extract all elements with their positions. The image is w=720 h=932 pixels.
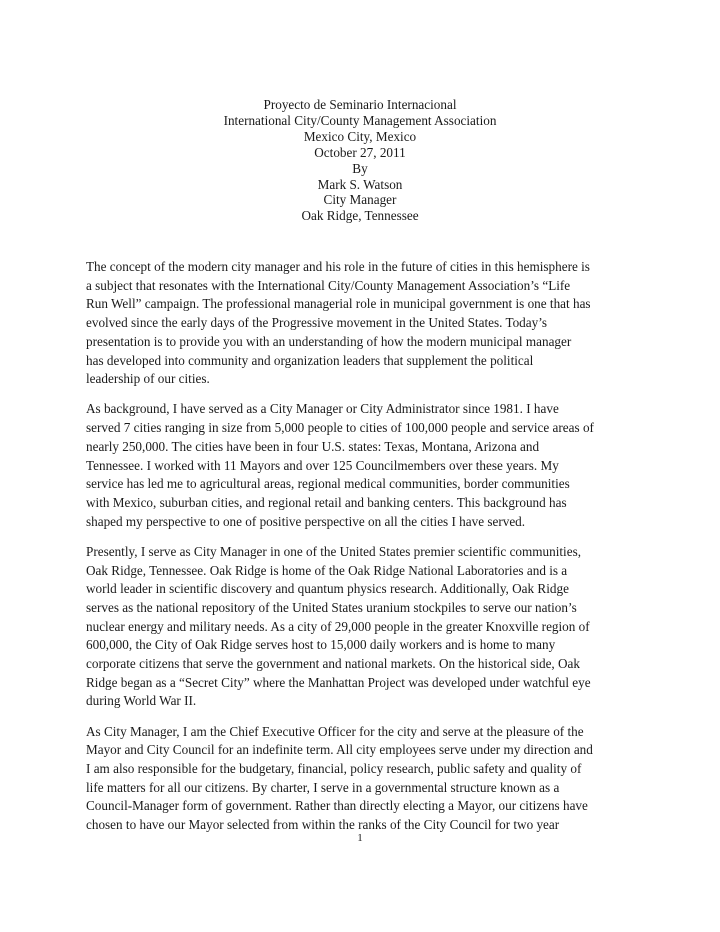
paragraph-background: As background, I have served as a City Manager or City Administrator since 1981. I have served 7 cities ranging in size from 5,000 people to cities of 100,000 people and service areas of nearly 250,000. The cities have been in four U.S. states: Texas, Montana, Arizona and Tennessee. I worked with 11 Mayors and over 125 Councilmembers over these years. My service has led me to agricultural areas, regional medical communities, border communities with Mexico, suburban cities, and regional retail and banking centers. This background has shaped my perspective to one of positive perspective on all the cities I have served.: [86, 401, 594, 529]
paragraph-introduction: The concept of the modern city manager and his role in the future of cities in this hemisphere is a subject that resonates with the International City/County Management Association’s “Life Run Well” campaign. The professional managerial role in municipal government is one that has evolved since the early days of the Progressive movement in the United States. Today’s presentation is to provide you with an understanding of how the modern municipal manager has developed into community and organization leaders that supplement the political leadership of our cities.: [86, 259, 591, 387]
title-line-by: By: [352, 160, 368, 176]
title-line-seminar: Proyecto de Seminario Internacional: [263, 97, 457, 112]
body-text: [86, 258, 646, 846]
paragraph-city-manager-role: As City Manager, I am the Chief Executive Officer for the city and serve at the pleasure of the Mayor and City Council for an indefinite term. All city employees serve under my direction and I am also responsible for the budgetary, financial, policy research, public safety and quality of life matters for all our citizens. By charter, I serve in a governmental structure known as a Council-Manager form of government. Rather than directly electing a Mayor, our citizens have chosen to have our Mayor selected from within the ranks of the City Council for two year: [86, 723, 593, 833]
title-line-author: Mark S. Watson: [317, 176, 403, 192]
title-line-date: October 27, 2011: [314, 144, 406, 160]
paragraph-oak-ridge: Presently, I serve as City Manager in one of the United States premier scientific communities, Oak Ridge, Tennessee. Oak Ridge is home of the Oak Ridge National Laboratories and is a world leader in scientific discovery and quantum physics research. Additionally, Oak Ridge serves as the national repository of the United States uranium stockpiles to serve our nation’s nuclear energy and military needs. As a city of 29,000 people in the greater Knoxville region of 600,000, the City of Oak Ridge serves host to 15,000 daily workers and is home to many corporate citizens that serve the government and national markets. On the historical side, Oak Ridge began as a “Secret City” where the Manhattan Project was developed under watchful eye during World War II.: [86, 543, 591, 709]
page-number: 1: [357, 832, 363, 844]
title-line-location: Mexico City, Mexico: [303, 128, 417, 144]
title-line-city: Oak Ridge, Tennessee: [301, 208, 419, 224]
title-line-organization: International City/County Management Association: [223, 112, 497, 128]
title-line-position: City Manager: [323, 192, 397, 208]
title-block: [0, 97, 720, 224]
